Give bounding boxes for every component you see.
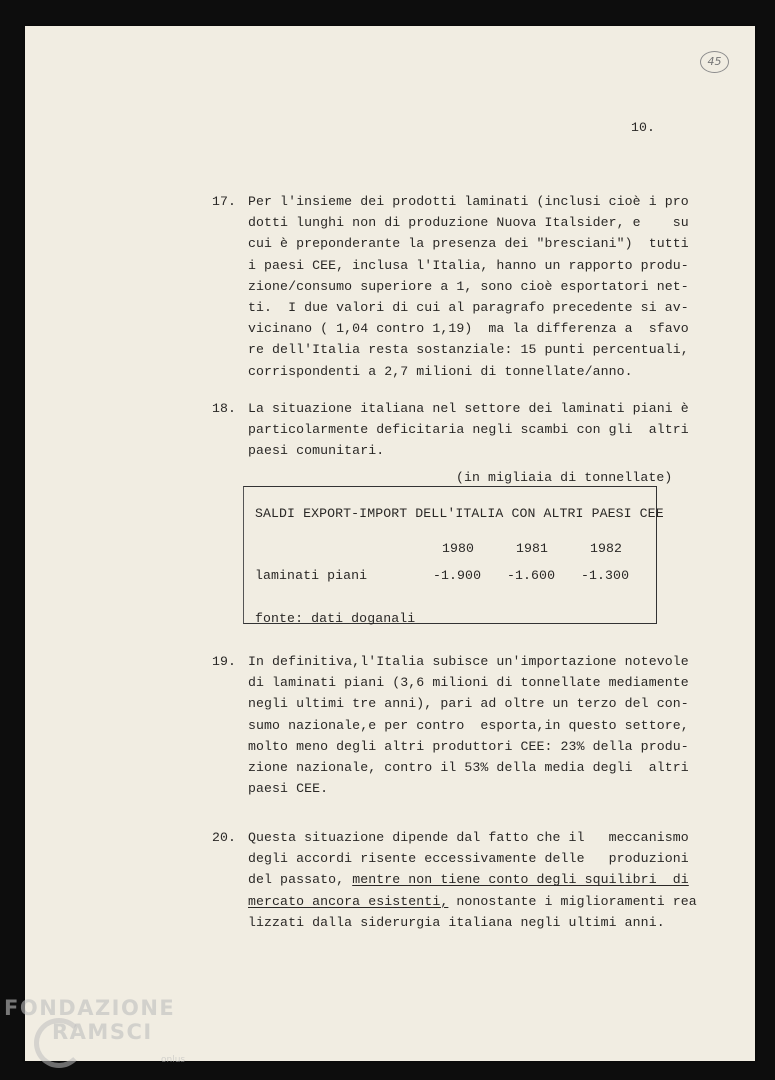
table-row-label: laminati piani (255, 568, 368, 583)
text-line: paesi comunitari. (248, 443, 385, 459)
table-year-header: 1981 (516, 541, 549, 556)
text-segment: nonostante i miglioramenti rea (448, 893, 697, 909)
watermark-line: FONDAZIONE (4, 996, 176, 1020)
paragraph-number: 19. (212, 654, 237, 669)
text-line: Per l'insieme dei prodotti laminati (inclusi cioè i pro (248, 194, 689, 209)
text-line: corrispondenti a 2,7 milioni di tonnellate/anno. (248, 363, 633, 379)
text-line: molto meno degli altri produttori CEE: 23% della produ- (248, 738, 689, 754)
paragraph-body (248, 827, 697, 933)
paragraph-number: 18. (212, 401, 237, 416)
table-year-header: 1980 (442, 541, 475, 556)
text-line: sumo nazionale,e per contro esporta,in questo settore, (248, 717, 689, 733)
watermark-suffix: onlus (161, 1055, 186, 1065)
text-line: Questa situazione dipende dal fatto che il meccanismo (248, 830, 689, 845)
underlined-text: mentre non tiene conto degli squilibri di (352, 872, 689, 888)
underlined-text: mercato ancora esistenti, (248, 893, 449, 909)
table-cell: -1.300 (581, 568, 630, 583)
text-line (248, 891, 697, 912)
text-line: zione/consumo superiore a 1, sono cioè esportatori net- (248, 278, 689, 294)
table-cell: -1.900 (433, 568, 482, 583)
paragraph-number: 20. (212, 830, 237, 845)
fondazione-gramsci-watermark (4, 996, 186, 1065)
text-line: paesi CEE. (248, 781, 329, 797)
text-line: di laminati piani (3,6 milioni di tonnellate mediamente (248, 675, 689, 691)
text-line (248, 869, 689, 890)
text-line: negli ultimi tre anni), pari ad oltre un terzo del con- (248, 696, 689, 712)
paragraph-number: 17. (212, 194, 237, 209)
paragraph-body (248, 651, 689, 799)
paragraph-body (248, 191, 689, 382)
text-line: i paesi CEE, inclusa l'Italia, hanno un rapporto produ- (248, 257, 689, 273)
paragraph-body (248, 398, 689, 462)
text-line: In definitiva,l'Italia subisce un'importazione notevole (248, 654, 689, 669)
handwritten-page-mark: 45 (700, 51, 729, 73)
text-line: re dell'Italia resta sostanziale: 15 punti percentuali, (248, 342, 689, 358)
text-segment: del passato, (248, 872, 353, 888)
text-line: dotti lunghi non di produzione Nuova Italsider, e su (248, 215, 689, 231)
table-source: fonte: dati doganali (255, 611, 416, 626)
text-line: cui è preponderante la presenza dei "bresciani") tutti (248, 236, 689, 252)
export-import-table (243, 486, 664, 626)
table-cell: -1.600 (507, 568, 556, 583)
text-line: zione nazionale, contro il 53% della media degli altri (248, 760, 689, 776)
text-line: ti. I due valori di cui al paragrafo precedente si av- (248, 300, 689, 316)
text-line: vicinano ( 1,04 contro 1,19) ma la differenza a sfavo (248, 321, 689, 337)
table-unit-note: (in migliaia di tonnellate) (456, 470, 673, 485)
text-line: degli accordi risente eccessivamente delle produzioni (248, 851, 689, 867)
watermark-line: RAMSCI (52, 1020, 153, 1044)
page-number: 10. (631, 120, 656, 135)
text-line: lizzati dalla siderurgia italiana negli ultimi anni. (248, 914, 665, 930)
table-year-header: 1982 (590, 541, 623, 556)
text-line: particolarmente deficitaria negli scambi con gli altri (248, 422, 689, 438)
text-line: La situazione italiana nel settore dei laminati piani è (248, 401, 689, 416)
table-title: SALDI EXPORT-IMPORT DELL'ITALIA CON ALTRI PAESI CEE (255, 506, 664, 521)
